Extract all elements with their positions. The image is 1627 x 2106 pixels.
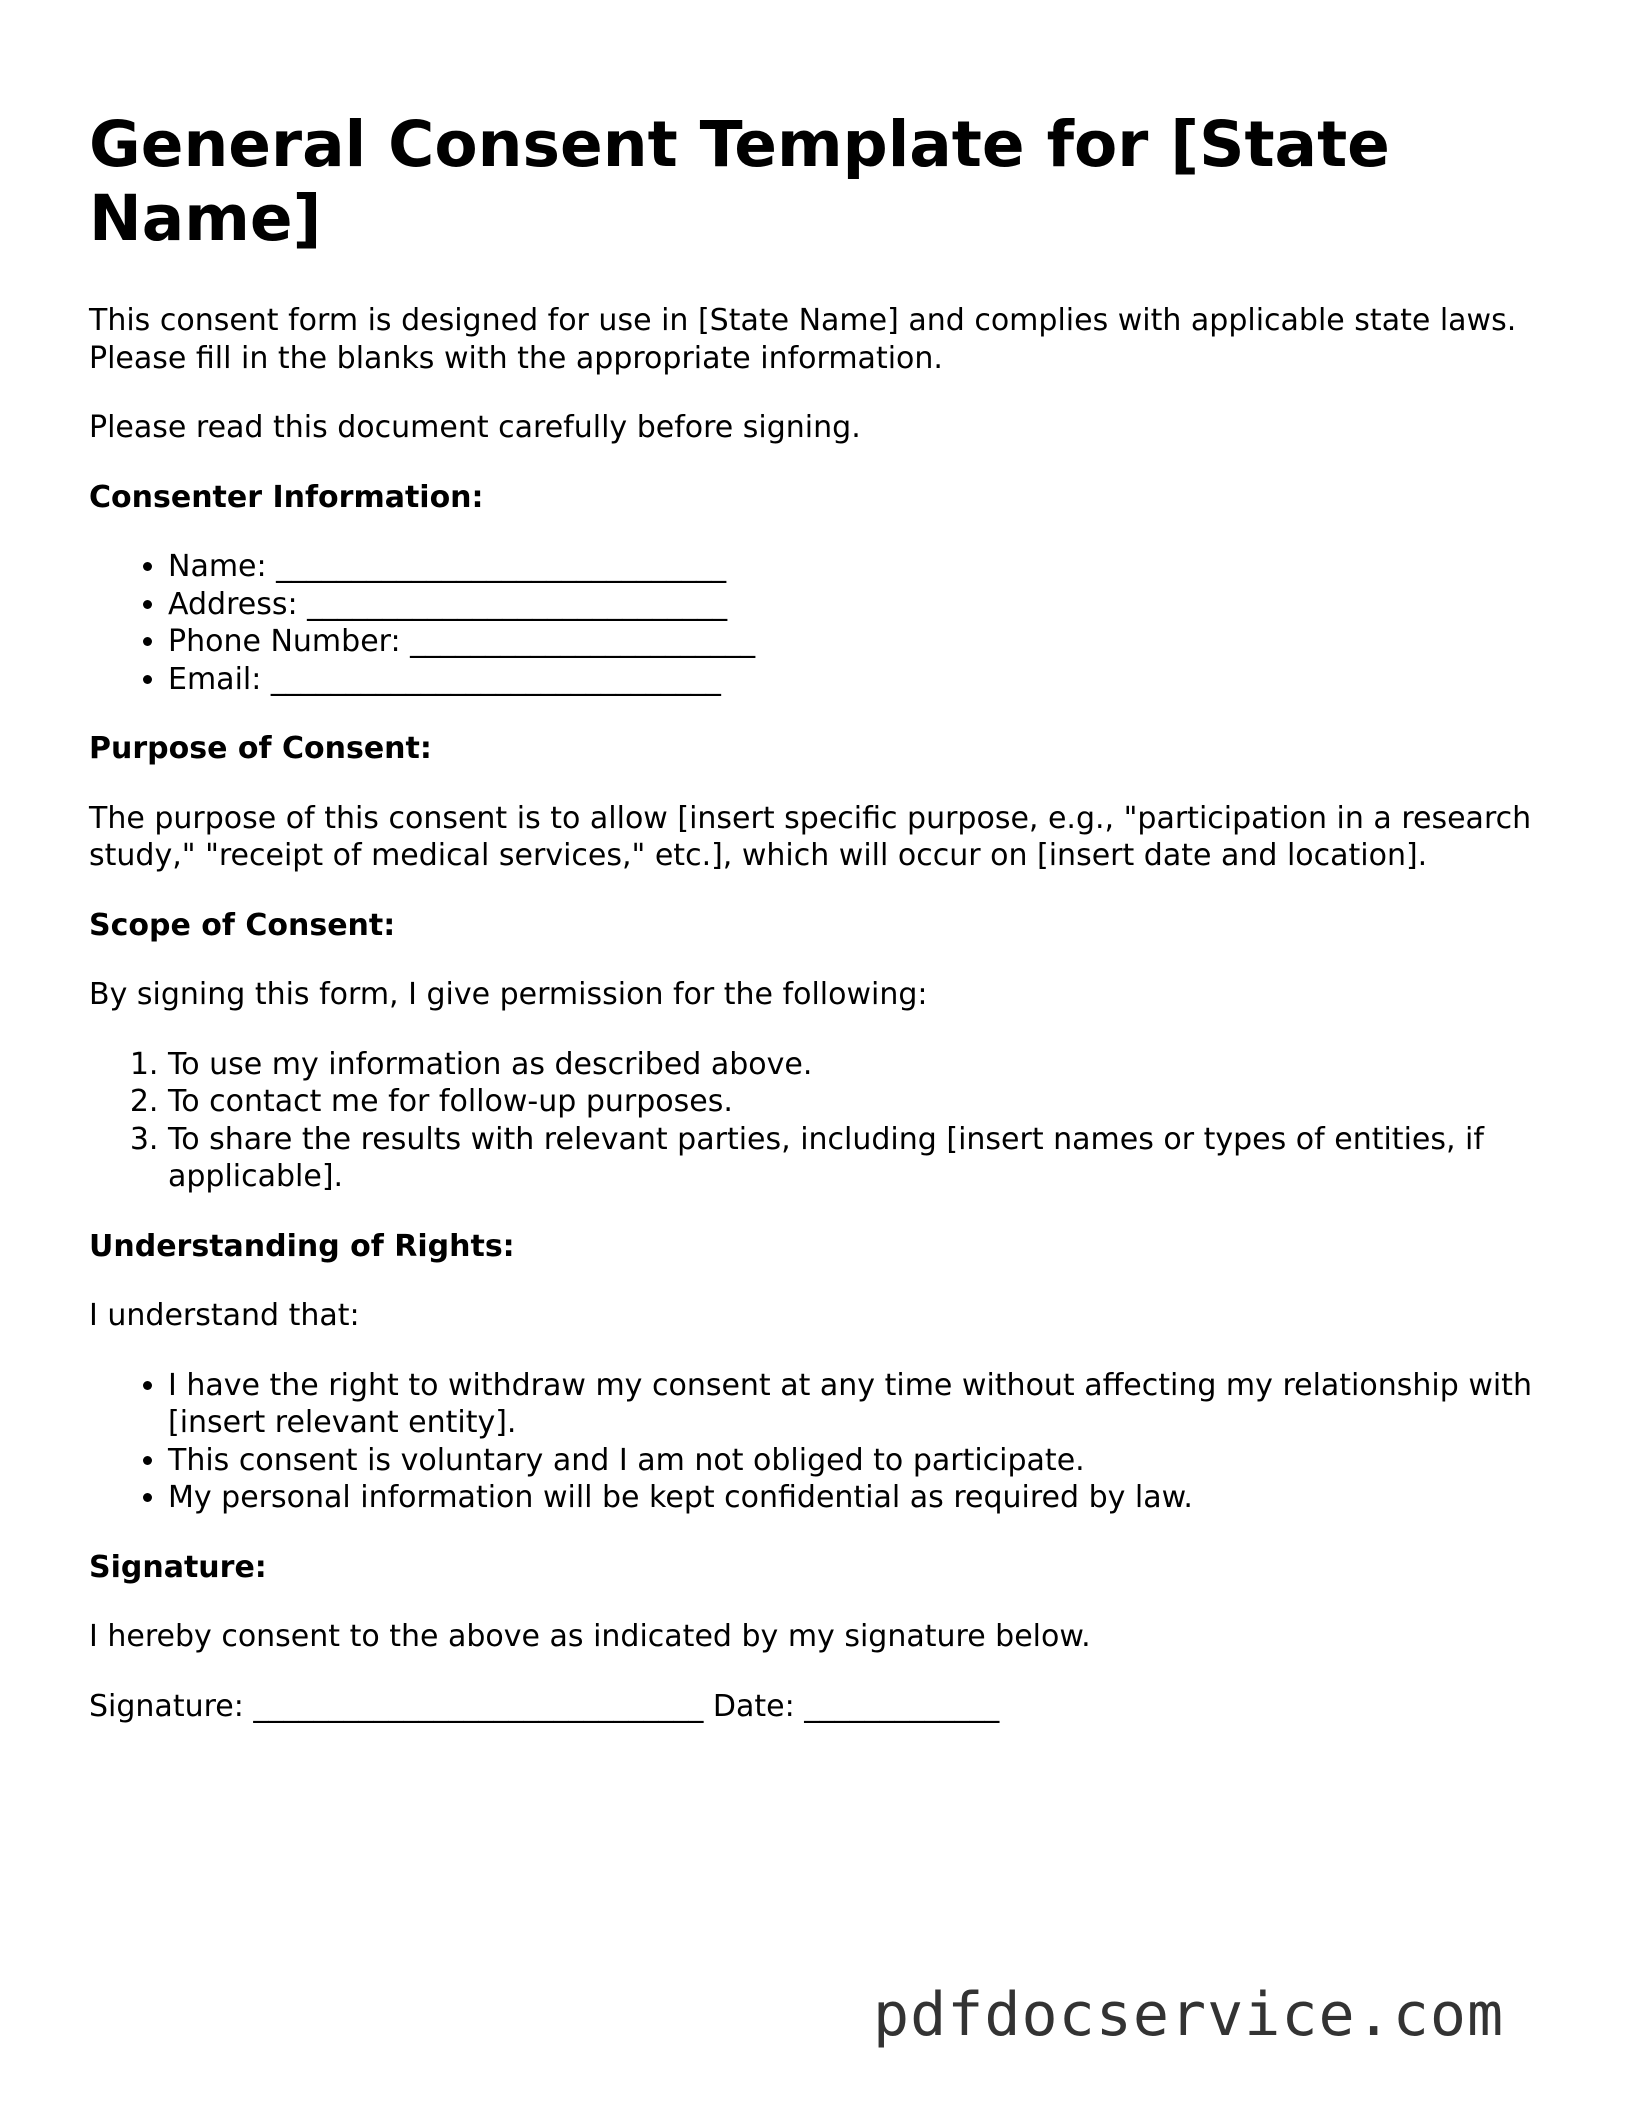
scope-item: 2. To contact me for follow-up purposes. [168,1083,1549,1121]
consenter-heading: Consenter Information: [89,479,484,515]
document-page [89,108,1549,1757]
signature-text: I hereby consent to the above as indicated by my signature below. [89,1619,1091,1654]
consenter-name-item: • Name: ______________________________ [168,548,1549,586]
watermark: pdfdocservice.com [873,1980,1505,2050]
rights-heading: Understanding of Rights: [89,1228,515,1264]
purpose-text: The purpose of this consent is to allow [insert specific purpose, e.g., "participation in a research study," "receipt of medical services," etc.], which will occur on [insert date and location]. [89,800,1532,873]
rights-item: • I have the right to withdraw my consent at any time without affecting my relationship with [insert relevant entity]. [168,1367,1549,1442]
scope-text: By signing this form, I give permission for the following: [89,977,928,1012]
consenter-email-item: • Email: ______________________________ [168,661,1549,699]
scope-heading: Scope of Consent: [89,907,396,943]
rights-item: • My personal information will be kept confidential as required by law. [168,1479,1549,1517]
scope-item: 3. To share the results with relevant parties, including [insert names or types of entities, if applicable]. [168,1121,1549,1196]
read-notice: Please read this document carefully before signing. [89,410,861,445]
rights-list [89,1367,1549,1517]
document-title: General Consent Template for [State Name] [89,108,1390,255]
signature-line: Signature: ______________________________ Date: _____________ [89,1688,1000,1724]
consenter-address-item: • Address: ____________________________ [168,586,1549,624]
scope-list [89,1046,1549,1196]
rights-text: I understand that: [89,1298,360,1333]
consenter-phone-item: • Phone Number: _______________________ [168,623,1549,661]
scope-item: 1. To use my information as described above. [168,1046,1549,1084]
consenter-list [89,548,1549,698]
signature-heading: Signature: [89,1549,267,1585]
purpose-heading: Purpose of Consent: [89,731,432,766]
intro-paragraph: This consent form is designed for use in [State Name] and complies with applicable state laws. Please fill in the blanks with the appropriate information. [89,303,1517,376]
rights-item: • This consent is voluntary and I am not obliged to participate. [168,1442,1549,1480]
